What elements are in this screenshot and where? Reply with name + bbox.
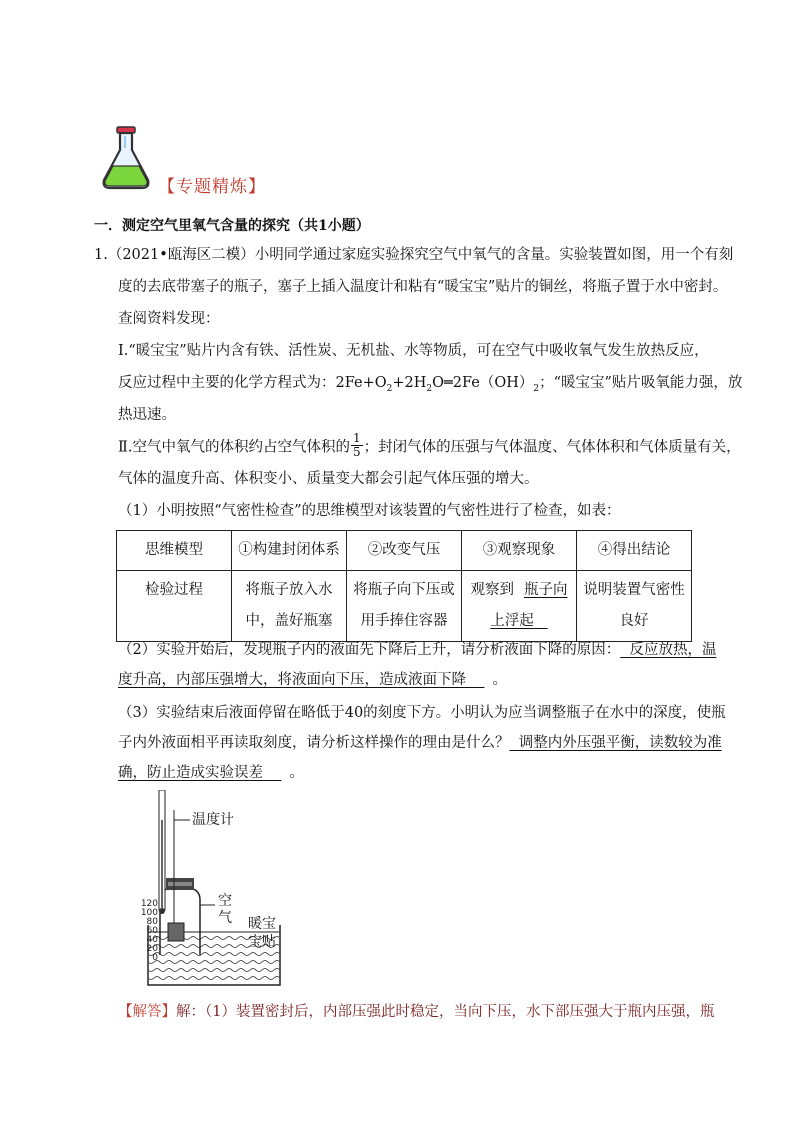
table-header: ③观察现象 [462,531,577,571]
table-header-row [117,531,692,571]
table-row [117,571,692,642]
question-line-3: 查阅资料发现： [118,311,220,327]
section-title: 一．测定空气里氧气含量的探究（共1小题） [94,218,370,234]
answer-blank: 确，防止造成实验误差 [118,765,263,781]
table-header: ②改变气压 [347,531,462,571]
question-line-1: 1.（2021•瓯海区二模）小明同学通过家庭实验探究空气中氧气的含量。实验装置如图，用一个有刻 [94,247,734,263]
table-cell: 将瓶子放入水 中，盖好瓶塞 [232,571,347,642]
answer-blank: 瓶子向 [524,582,568,598]
scale-label: 60 [146,926,158,936]
table-header: 思维模型 [117,531,232,571]
scale-label: 40 [146,935,158,945]
thermometer-label: 温度计 [192,812,234,828]
airtightness-table [116,530,692,642]
table-row-label: 检验过程 [117,571,232,642]
scale-label: 0 [152,953,158,963]
table-header: ①构建封闭体系 [232,531,347,571]
question-part-3: （3）实验结束后液面停留在略低于40的刻度下方。小明认为应当调整瓶子在水中的深度，使瓶 [118,705,726,721]
warmer-label: 宝贴 [248,934,276,950]
table-cell: 观察到 瓶子向 上浮起 [462,571,577,642]
question-part-3-cont: 子内外液面相平再读取刻度，请分析这样操作的理由是什么？ 调整内外压强平衡，读数较为准 [118,735,722,751]
table-cell: 说明装置气密性 良好 [577,571,692,642]
table-cell: 将瓶子向下压或 用手捧住容器 [347,571,462,642]
question-line-4: Ⅰ.“暖宝宝”贴片内含有铁、活性炭、无机盐、水等物质，可在空气中吸收氧气发生放热反应， [118,343,709,359]
question-part-2-cont: 度升高，内部压强增大，将液面向下压，造成液面下降 。 [118,672,507,688]
warmer-label: 暖宝 [248,916,276,932]
answer-blank: 度升高，内部压强增大，将液面向下压，造成液面下降 [118,672,466,688]
question-line-9: （1）小明按照“气密性检查”的思维模型对该装置的气密性进行了检查，如表： [118,503,621,519]
air-label: 气 [218,910,232,926]
scale-label: 100 [140,908,158,918]
question-part-2: （2）实验开始后，发现瓶子内的液面先下降后上升，请分析液面下降的原因： 反应放热，温 [118,642,717,658]
question-part-3-cont2: 确，防止造成实验误差 。 [118,765,304,781]
scale-label: 80 [146,917,158,927]
apparatus-diagram [130,790,330,990]
question-line-7: Ⅱ.空气中氧气的体积约占空气体积的 $\frac{1}{5}$ ；封闭气体的压强与气体温度、气体体积和气体质量有关， [118,431,741,459]
flask-icon [100,126,152,190]
air-label: 空 [218,893,232,909]
answer-blank: 上浮起 [490,613,534,629]
answer-blank: 反应放热，温 [629,642,717,658]
solution-line: 【解答】解：（1）装置密封后，内部压强此时稳定，当向下压，水下部压强大于瓶内压强，瓶 [118,1004,715,1020]
page-heading: 【专题精炼】 [158,177,266,197]
scale-label: 20 [146,944,158,954]
fraction: $\frac{1}{5}$ [352,431,361,459]
question-line-2: 度的去底带塞子的瓶子，塞子上插入温度计和粘有“暖宝宝”贴片的铜丝，将瓶子置于水中密封。 [118,279,728,295]
scale-label: 120 [140,899,158,909]
table-header: ④得出结论 [577,531,692,571]
question-line-5: 反应过程中主要的化学方程式为：$2Fe+O_2+2H_2O═2Fe(OH)_2$；“暖宝宝”贴片吸氧能力强，放 [118,375,743,394]
question-line-6: 热迅速。 [118,407,176,423]
question-line-8: 气体的温度升高、体积变小、质量变大都会引起气体压强的增大。 [118,471,539,487]
answer-blank: 调整内外压强平衡，读数较为准 [518,735,722,751]
